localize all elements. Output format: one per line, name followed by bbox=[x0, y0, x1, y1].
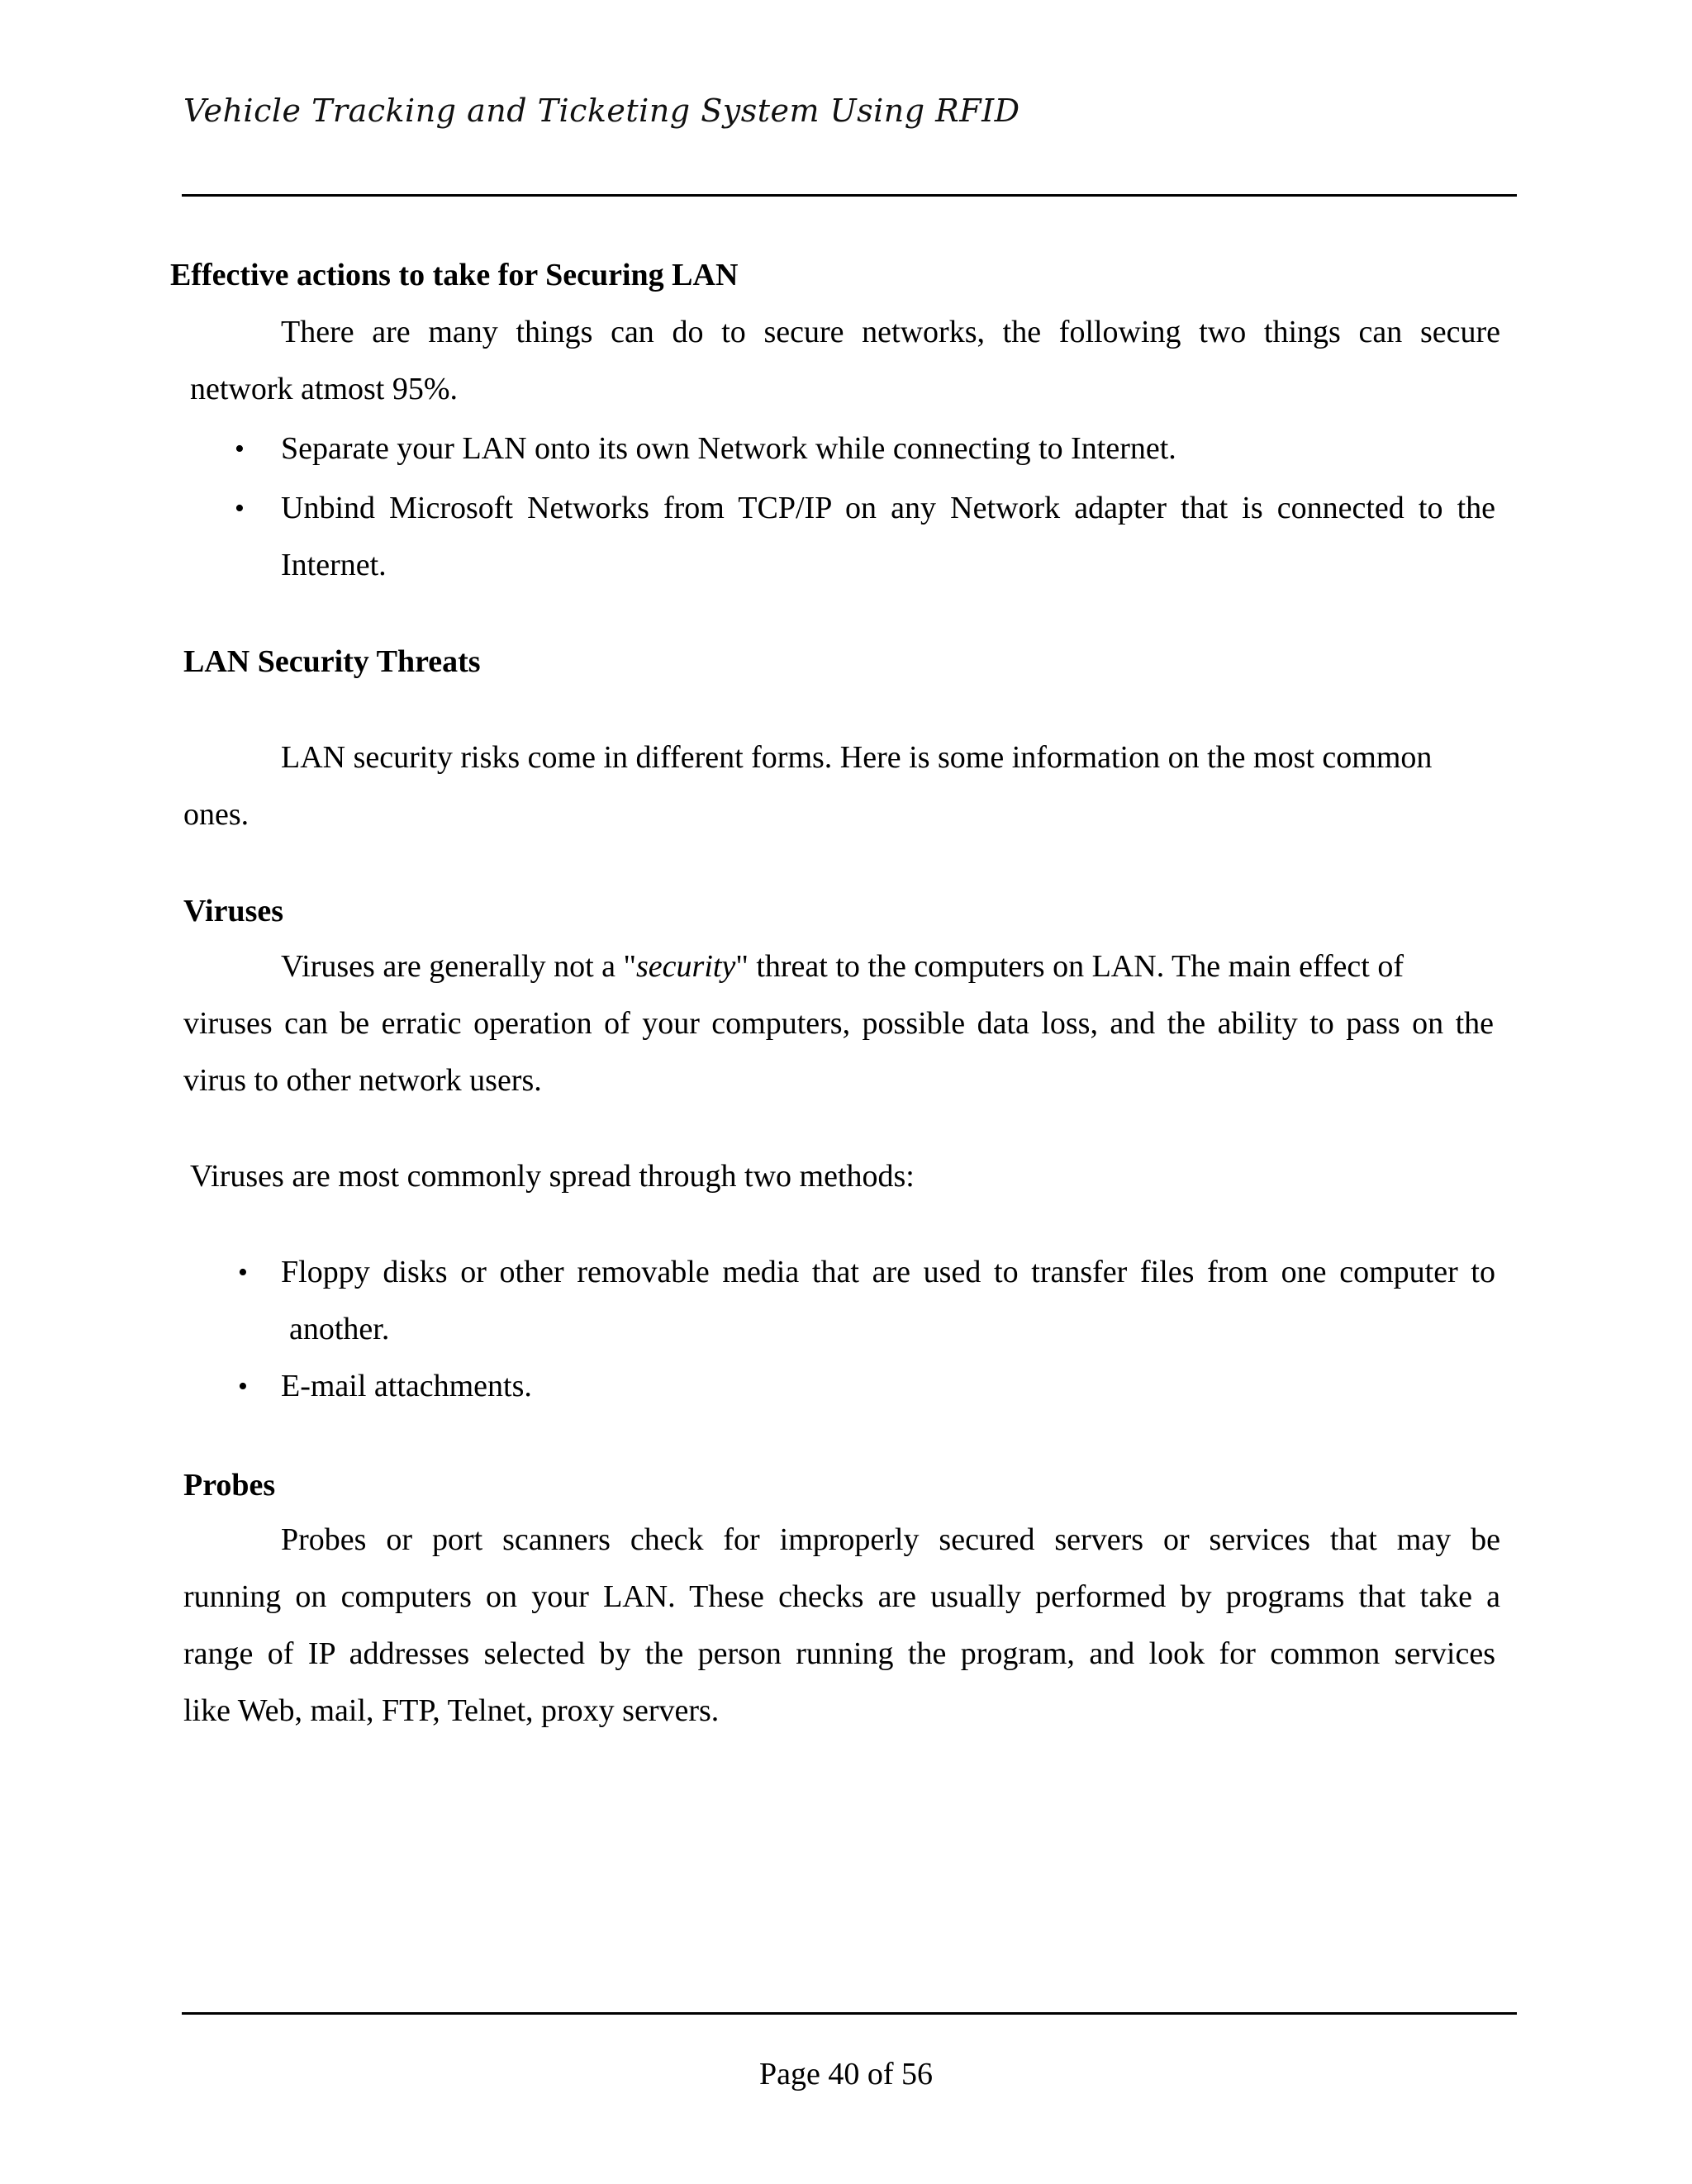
heading-viruses bbox=[183, 890, 283, 932]
bullet-icon: • bbox=[238, 1371, 248, 1402]
threats-paragraph-line-1: LAN security risks come in different forms. Here is some information on the most common bbox=[281, 740, 1433, 775]
securing-paragraph-line-1: There are many things can do to secure networks, the following two things can secure bbox=[281, 315, 1500, 349]
viruses-line-1-pre: Viruses are generally not a " bbox=[281, 949, 637, 984]
viruses-line-1-emphasis: security bbox=[636, 949, 736, 984]
bullet-icon: • bbox=[235, 493, 245, 524]
viruses-line-1-post: " threat to the computers on LAN. The main effect of bbox=[735, 949, 1404, 984]
viruses-paragraph-line-1 bbox=[281, 938, 1404, 995]
probes-paragraph-line-2: running on computers on your LAN. These checks are usually performed by programs that take a bbox=[183, 1579, 1500, 1614]
securing-bullet-1: Separate your LAN onto its own Network while connecting to Internet. bbox=[281, 431, 1176, 466]
heading-lan-security-threats: LAN Security Threats bbox=[183, 644, 481, 679]
header-rule bbox=[182, 194, 1517, 197]
probes-paragraph-line-1: Probes or port scanners check for improperly secured servers or services that may be bbox=[281, 1522, 1500, 1557]
page-number: Page 40 of 56 bbox=[758, 2057, 934, 2091]
threats-paragraph-line-2: ones. bbox=[183, 797, 250, 832]
heading-probes: Probes bbox=[183, 1468, 276, 1503]
heading-viruses-text: Viruses bbox=[183, 894, 284, 928]
securing-paragraph-line-2: network atmost 95%. bbox=[190, 372, 459, 406]
running-header-title: Vehicle Tracking and Ticketing System Using RFID bbox=[183, 93, 1020, 129]
footer-rule bbox=[182, 2012, 1517, 2015]
probes-paragraph-line-4: like Web, mail, FTP, Telnet, proxy servers. bbox=[183, 1693, 720, 1728]
securing-bullet-2-line-2: Internet. bbox=[281, 548, 387, 582]
viruses-spread-intro: Viruses are most commonly spread through two methods: bbox=[190, 1159, 915, 1194]
viruses-bullet-2: E-mail attachments. bbox=[281, 1369, 532, 1403]
bullet-icon: • bbox=[235, 434, 245, 464]
viruses-bullet-1-line-1: Floppy disks or other removable media that are used to transfer files from one computer to bbox=[281, 1255, 1495, 1289]
probes-paragraph-line-3: range of IP addresses selected by the person running the program, and look for common services bbox=[183, 1636, 1495, 1671]
viruses-paragraph-line-3: virus to other network users. bbox=[183, 1063, 542, 1098]
heading-securing-lan: Effective actions to take for Securing LAN bbox=[170, 258, 739, 292]
viruses-paragraph-line-2: viruses can be erratic operation of your computers, possible data loss, and the ability to pass on the bbox=[183, 1006, 1494, 1041]
securing-bullet-2-line-1: Unbind Microsoft Networks from TCP/IP on any Network adapter that is connected to the bbox=[281, 491, 1495, 525]
bullet-icon: • bbox=[238, 1257, 248, 1288]
viruses-bullet-1-line-2: another. bbox=[289, 1312, 390, 1346]
